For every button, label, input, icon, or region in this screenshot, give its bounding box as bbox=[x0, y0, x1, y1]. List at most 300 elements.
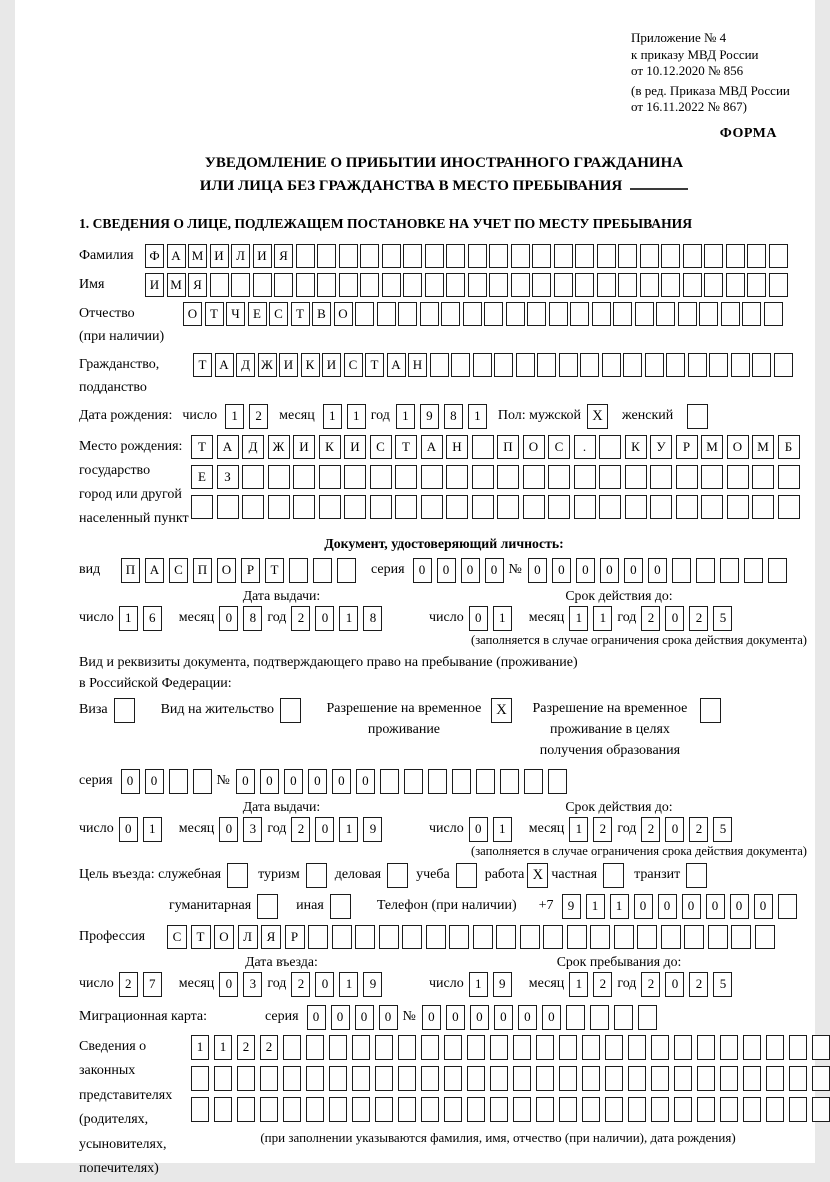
char-box[interactable] bbox=[548, 769, 567, 794]
char-box[interactable]: Ж bbox=[268, 435, 290, 459]
char-box[interactable] bbox=[678, 302, 697, 326]
char-box[interactable]: С bbox=[370, 435, 392, 459]
purpose-official-checkbox[interactable] bbox=[227, 863, 248, 888]
char-box[interactable]: 0 bbox=[356, 769, 375, 794]
char-box[interactable]: О bbox=[523, 435, 545, 459]
char-box[interactable] bbox=[428, 769, 447, 794]
char-box[interactable] bbox=[605, 1097, 623, 1122]
char-box[interactable] bbox=[377, 302, 396, 326]
temp-residence-edu-checkbox[interactable] bbox=[700, 698, 721, 723]
char-box[interactable] bbox=[635, 302, 654, 326]
char-box[interactable] bbox=[484, 302, 503, 326]
char-box[interactable] bbox=[720, 1035, 738, 1060]
char-box[interactable] bbox=[283, 1035, 301, 1060]
char-box[interactable] bbox=[468, 273, 487, 297]
char-box[interactable]: 0 bbox=[315, 972, 334, 997]
char-box[interactable] bbox=[674, 1035, 692, 1060]
char-box[interactable] bbox=[752, 353, 771, 377]
char-box[interactable] bbox=[684, 925, 704, 949]
char-box[interactable] bbox=[570, 302, 589, 326]
char-box[interactable]: Т bbox=[365, 353, 384, 377]
char-box[interactable] bbox=[451, 353, 470, 377]
char-box[interactable] bbox=[472, 465, 494, 489]
char-box[interactable] bbox=[640, 244, 659, 268]
purpose-tourism-checkbox[interactable] bbox=[306, 863, 327, 888]
char-box[interactable] bbox=[421, 1097, 439, 1122]
char-box[interactable] bbox=[193, 769, 212, 794]
char-box[interactable] bbox=[398, 1066, 416, 1091]
char-box[interactable]: 0 bbox=[665, 972, 684, 997]
char-box[interactable]: Р bbox=[241, 558, 260, 583]
char-box[interactable] bbox=[752, 495, 774, 519]
char-box[interactable] bbox=[742, 302, 761, 326]
char-box[interactable] bbox=[293, 495, 315, 519]
char-box[interactable] bbox=[473, 353, 492, 377]
char-box[interactable] bbox=[743, 1035, 761, 1060]
char-box[interactable] bbox=[559, 1035, 577, 1060]
char-box[interactable] bbox=[744, 558, 763, 583]
char-box[interactable] bbox=[497, 495, 519, 519]
char-box[interactable]: М bbox=[752, 435, 774, 459]
char-box[interactable] bbox=[339, 244, 358, 268]
purpose-humanitarian-checkbox[interactable] bbox=[257, 894, 278, 919]
char-box[interactable] bbox=[370, 465, 392, 489]
char-box[interactable]: 2 bbox=[689, 972, 708, 997]
char-box[interactable] bbox=[661, 244, 680, 268]
char-box[interactable] bbox=[296, 244, 315, 268]
char-box[interactable] bbox=[242, 495, 264, 519]
char-box[interactable]: 1 bbox=[469, 972, 488, 997]
char-box[interactable] bbox=[769, 273, 788, 297]
char-box[interactable] bbox=[580, 353, 599, 377]
char-box[interactable] bbox=[370, 495, 392, 519]
char-box[interactable] bbox=[764, 302, 783, 326]
char-box[interactable] bbox=[651, 1097, 669, 1122]
char-box[interactable]: 1 bbox=[339, 972, 358, 997]
char-box[interactable] bbox=[260, 1097, 278, 1122]
char-box[interactable] bbox=[650, 465, 672, 489]
char-box[interactable] bbox=[701, 465, 723, 489]
char-box[interactable] bbox=[683, 244, 702, 268]
char-box[interactable] bbox=[395, 465, 417, 489]
char-box[interactable] bbox=[628, 1066, 646, 1091]
char-box[interactable]: 0 bbox=[119, 817, 138, 842]
char-box[interactable]: Е bbox=[248, 302, 267, 326]
char-box[interactable]: 2 bbox=[119, 972, 138, 997]
char-box[interactable]: 2 bbox=[260, 1035, 278, 1060]
char-box[interactable] bbox=[548, 465, 570, 489]
char-box[interactable] bbox=[210, 273, 229, 297]
char-box[interactable] bbox=[446, 495, 468, 519]
char-box[interactable] bbox=[625, 465, 647, 489]
char-box[interactable] bbox=[726, 244, 745, 268]
char-box[interactable]: 1 bbox=[396, 404, 415, 429]
char-box[interactable] bbox=[319, 495, 341, 519]
char-box[interactable] bbox=[666, 353, 685, 377]
char-box[interactable] bbox=[554, 273, 573, 297]
char-box[interactable] bbox=[317, 273, 336, 297]
char-box[interactable]: 0 bbox=[332, 769, 351, 794]
char-box[interactable] bbox=[516, 353, 535, 377]
char-box[interactable] bbox=[513, 1097, 531, 1122]
char-box[interactable] bbox=[403, 244, 422, 268]
char-box[interactable] bbox=[360, 273, 379, 297]
char-box[interactable]: 0 bbox=[730, 894, 749, 919]
char-box[interactable] bbox=[628, 1097, 646, 1122]
char-box[interactable] bbox=[344, 465, 366, 489]
char-box[interactable] bbox=[425, 273, 444, 297]
char-box[interactable]: 0 bbox=[754, 894, 773, 919]
char-box[interactable]: 0 bbox=[469, 606, 488, 631]
purpose-study-checkbox[interactable] bbox=[456, 863, 477, 888]
char-box[interactable]: 1 bbox=[586, 894, 605, 919]
char-box[interactable] bbox=[743, 1097, 761, 1122]
char-box[interactable] bbox=[699, 302, 718, 326]
char-box[interactable] bbox=[520, 925, 540, 949]
char-box[interactable] bbox=[523, 495, 545, 519]
char-box[interactable] bbox=[268, 465, 290, 489]
char-box[interactable]: 0 bbox=[315, 817, 334, 842]
char-box[interactable]: 0 bbox=[552, 558, 571, 583]
char-box[interactable]: 0 bbox=[665, 817, 684, 842]
char-box[interactable] bbox=[449, 925, 469, 949]
char-box[interactable]: Н bbox=[446, 435, 468, 459]
char-box[interactable] bbox=[446, 273, 465, 297]
char-box[interactable] bbox=[696, 558, 715, 583]
char-box[interactable]: 8 bbox=[444, 404, 463, 429]
char-box[interactable]: Л bbox=[238, 925, 258, 949]
char-box[interactable]: Л bbox=[231, 244, 250, 268]
char-box[interactable] bbox=[812, 1066, 830, 1091]
char-box[interactable]: 1 bbox=[468, 404, 487, 429]
char-box[interactable] bbox=[337, 558, 356, 583]
char-box[interactable] bbox=[697, 1035, 715, 1060]
char-box[interactable] bbox=[524, 769, 543, 794]
char-box[interactable]: С bbox=[167, 925, 187, 949]
char-box[interactable] bbox=[575, 244, 594, 268]
char-box[interactable] bbox=[420, 302, 439, 326]
char-box[interactable]: Я bbox=[274, 244, 293, 268]
char-box[interactable] bbox=[778, 465, 800, 489]
char-box[interactable] bbox=[489, 244, 508, 268]
char-box[interactable] bbox=[446, 244, 465, 268]
char-box[interactable] bbox=[704, 273, 723, 297]
char-box[interactable] bbox=[375, 1066, 393, 1091]
char-box[interactable]: М bbox=[188, 244, 207, 268]
char-box[interactable]: К bbox=[625, 435, 647, 459]
char-box[interactable]: 0 bbox=[260, 769, 279, 794]
char-box[interactable] bbox=[766, 1035, 784, 1060]
char-box[interactable]: К bbox=[301, 353, 320, 377]
char-box[interactable] bbox=[375, 1097, 393, 1122]
char-box[interactable] bbox=[398, 302, 417, 326]
char-box[interactable] bbox=[625, 495, 647, 519]
char-box[interactable] bbox=[789, 1066, 807, 1091]
char-box[interactable] bbox=[548, 495, 570, 519]
char-box[interactable] bbox=[766, 1097, 784, 1122]
char-box[interactable]: Р bbox=[676, 435, 698, 459]
char-box[interactable] bbox=[656, 302, 675, 326]
char-box[interactable] bbox=[592, 302, 611, 326]
char-box[interactable] bbox=[661, 925, 681, 949]
char-box[interactable] bbox=[242, 465, 264, 489]
char-box[interactable]: И bbox=[293, 435, 315, 459]
char-box[interactable]: Т bbox=[265, 558, 284, 583]
char-box[interactable] bbox=[231, 273, 250, 297]
char-box[interactable] bbox=[527, 302, 546, 326]
char-box[interactable]: 0 bbox=[485, 558, 504, 583]
char-box[interactable]: 0 bbox=[331, 1005, 350, 1030]
char-box[interactable] bbox=[559, 1066, 577, 1091]
char-box[interactable]: 1 bbox=[143, 817, 162, 842]
char-box[interactable] bbox=[532, 273, 551, 297]
char-box[interactable] bbox=[614, 925, 634, 949]
char-box[interactable] bbox=[574, 465, 596, 489]
char-box[interactable] bbox=[536, 1097, 554, 1122]
char-box[interactable] bbox=[812, 1035, 830, 1060]
char-box[interactable]: О bbox=[727, 435, 749, 459]
char-box[interactable] bbox=[567, 925, 587, 949]
char-box[interactable] bbox=[352, 1035, 370, 1060]
char-box[interactable]: З bbox=[217, 465, 239, 489]
char-box[interactable] bbox=[467, 1066, 485, 1091]
char-box[interactable] bbox=[590, 925, 610, 949]
char-box[interactable]: 2 bbox=[689, 817, 708, 842]
char-box[interactable] bbox=[645, 353, 664, 377]
char-box[interactable] bbox=[536, 1066, 554, 1091]
char-box[interactable]: 1 bbox=[339, 606, 358, 631]
char-box[interactable]: 1 bbox=[569, 606, 588, 631]
char-box[interactable] bbox=[704, 244, 723, 268]
char-box[interactable]: 0 bbox=[219, 972, 238, 997]
char-box[interactable]: Д bbox=[242, 435, 264, 459]
char-box[interactable]: Д bbox=[236, 353, 255, 377]
char-box[interactable]: И bbox=[253, 244, 272, 268]
residence-permit-checkbox[interactable] bbox=[280, 698, 301, 723]
char-box[interactable] bbox=[329, 1097, 347, 1122]
char-box[interactable] bbox=[618, 244, 637, 268]
char-box[interactable] bbox=[497, 465, 519, 489]
char-box[interactable] bbox=[329, 1035, 347, 1060]
char-box[interactable]: 2 bbox=[641, 817, 660, 842]
char-box[interactable]: 0 bbox=[469, 817, 488, 842]
char-box[interactable] bbox=[566, 1005, 585, 1030]
char-box[interactable]: А bbox=[217, 435, 239, 459]
char-box[interactable]: П bbox=[121, 558, 140, 583]
char-box[interactable]: И bbox=[279, 353, 298, 377]
char-box[interactable]: П bbox=[497, 435, 519, 459]
char-box[interactable] bbox=[731, 353, 750, 377]
char-box[interactable] bbox=[398, 1097, 416, 1122]
char-box[interactable] bbox=[559, 1097, 577, 1122]
char-box[interactable] bbox=[605, 1066, 623, 1091]
char-box[interactable] bbox=[425, 244, 444, 268]
char-box[interactable] bbox=[446, 465, 468, 489]
char-box[interactable] bbox=[674, 1066, 692, 1091]
char-box[interactable] bbox=[727, 465, 749, 489]
char-box[interactable]: С bbox=[269, 302, 288, 326]
char-box[interactable]: И bbox=[210, 244, 229, 268]
char-box[interactable]: 9 bbox=[562, 894, 581, 919]
char-box[interactable]: 1 bbox=[610, 894, 629, 919]
char-box[interactable] bbox=[395, 495, 417, 519]
char-box[interactable]: А bbox=[421, 435, 443, 459]
char-box[interactable] bbox=[720, 558, 739, 583]
char-box[interactable] bbox=[319, 465, 341, 489]
char-box[interactable] bbox=[375, 1035, 393, 1060]
char-box[interactable] bbox=[452, 769, 471, 794]
char-box[interactable] bbox=[559, 353, 578, 377]
char-box[interactable] bbox=[532, 244, 551, 268]
char-box[interactable] bbox=[511, 273, 530, 297]
char-box[interactable]: А bbox=[145, 558, 164, 583]
char-box[interactable]: 1 bbox=[569, 972, 588, 997]
char-box[interactable] bbox=[441, 302, 460, 326]
char-box[interactable]: 8 bbox=[243, 606, 262, 631]
char-box[interactable]: 5 bbox=[713, 817, 732, 842]
char-box[interactable] bbox=[536, 1035, 554, 1060]
char-box[interactable]: 9 bbox=[420, 404, 439, 429]
char-box[interactable]: Ч bbox=[226, 302, 245, 326]
char-box[interactable] bbox=[472, 495, 494, 519]
char-box[interactable]: О bbox=[214, 925, 234, 949]
char-box[interactable]: Е bbox=[191, 465, 213, 489]
char-box[interactable]: 9 bbox=[363, 817, 382, 842]
char-box[interactable] bbox=[697, 1066, 715, 1091]
char-box[interactable] bbox=[355, 302, 374, 326]
char-box[interactable] bbox=[623, 353, 642, 377]
char-box[interactable] bbox=[421, 1066, 439, 1091]
char-box[interactable] bbox=[382, 273, 401, 297]
char-box[interactable] bbox=[726, 273, 745, 297]
char-box[interactable] bbox=[329, 1066, 347, 1091]
visa-checkbox[interactable] bbox=[114, 698, 135, 723]
char-box[interactable]: 0 bbox=[624, 558, 643, 583]
char-box[interactable]: 2 bbox=[593, 972, 612, 997]
char-box[interactable] bbox=[774, 353, 793, 377]
char-box[interactable] bbox=[778, 894, 797, 919]
char-box[interactable] bbox=[605, 1035, 623, 1060]
char-box[interactable]: 0 bbox=[315, 606, 334, 631]
char-box[interactable] bbox=[613, 302, 632, 326]
char-box[interactable] bbox=[283, 1097, 301, 1122]
char-box[interactable] bbox=[731, 925, 751, 949]
char-box[interactable]: А bbox=[387, 353, 406, 377]
char-box[interactable] bbox=[490, 1066, 508, 1091]
char-box[interactable] bbox=[404, 769, 423, 794]
char-box[interactable]: 2 bbox=[237, 1035, 255, 1060]
char-box[interactable] bbox=[473, 925, 493, 949]
char-box[interactable]: Ж bbox=[258, 353, 277, 377]
char-box[interactable]: Т bbox=[191, 925, 211, 949]
char-box[interactable]: Т bbox=[291, 302, 310, 326]
char-box[interactable] bbox=[379, 925, 399, 949]
char-box[interactable] bbox=[582, 1066, 600, 1091]
char-box[interactable] bbox=[403, 273, 422, 297]
char-box[interactable] bbox=[494, 353, 513, 377]
char-box[interactable]: 2 bbox=[689, 606, 708, 631]
char-box[interactable] bbox=[638, 1005, 657, 1030]
char-box[interactable]: О bbox=[217, 558, 236, 583]
char-box[interactable] bbox=[306, 1066, 324, 1091]
purpose-transit-checkbox[interactable] bbox=[686, 863, 707, 888]
char-box[interactable]: К bbox=[319, 435, 341, 459]
char-box[interactable] bbox=[727, 495, 749, 519]
char-box[interactable] bbox=[768, 558, 787, 583]
purpose-business-checkbox[interactable] bbox=[387, 863, 408, 888]
char-box[interactable] bbox=[755, 925, 775, 949]
char-box[interactable]: Ф bbox=[145, 244, 164, 268]
char-box[interactable] bbox=[701, 495, 723, 519]
char-box[interactable]: 0 bbox=[379, 1005, 398, 1030]
char-box[interactable] bbox=[683, 273, 702, 297]
char-box[interactable] bbox=[306, 1097, 324, 1122]
char-box[interactable] bbox=[602, 353, 621, 377]
char-box[interactable] bbox=[169, 769, 188, 794]
char-box[interactable]: О bbox=[334, 302, 353, 326]
sex-male-checkbox[interactable]: X bbox=[587, 404, 608, 429]
char-box[interactable] bbox=[308, 925, 328, 949]
char-box[interactable] bbox=[260, 1066, 278, 1091]
char-box[interactable] bbox=[628, 1035, 646, 1060]
char-box[interactable] bbox=[306, 1035, 324, 1060]
char-box[interactable]: 0 bbox=[446, 1005, 465, 1030]
char-box[interactable]: А bbox=[167, 244, 186, 268]
char-box[interactable]: 0 bbox=[121, 769, 140, 794]
char-box[interactable] bbox=[582, 1035, 600, 1060]
char-box[interactable] bbox=[513, 1035, 531, 1060]
char-box[interactable]: 2 bbox=[593, 817, 612, 842]
char-box[interactable]: 0 bbox=[576, 558, 595, 583]
char-box[interactable] bbox=[444, 1035, 462, 1060]
char-box[interactable] bbox=[430, 353, 449, 377]
char-box[interactable] bbox=[476, 769, 495, 794]
char-box[interactable] bbox=[467, 1035, 485, 1060]
char-box[interactable]: Т bbox=[193, 353, 212, 377]
char-box[interactable]: 8 bbox=[363, 606, 382, 631]
char-box[interactable] bbox=[537, 353, 556, 377]
char-box[interactable] bbox=[599, 465, 621, 489]
char-box[interactable]: 7 bbox=[143, 972, 162, 997]
char-box[interactable]: 0 bbox=[648, 558, 667, 583]
char-box[interactable]: 9 bbox=[493, 972, 512, 997]
char-box[interactable] bbox=[676, 465, 698, 489]
char-box[interactable]: И bbox=[344, 435, 366, 459]
char-box[interactable] bbox=[574, 495, 596, 519]
char-box[interactable] bbox=[382, 244, 401, 268]
char-box[interactable] bbox=[214, 1066, 232, 1091]
char-box[interactable] bbox=[812, 1097, 830, 1122]
char-box[interactable]: М bbox=[167, 273, 186, 297]
char-box[interactable] bbox=[766, 1066, 784, 1091]
char-box[interactable]: 3 bbox=[243, 972, 262, 997]
char-box[interactable]: П bbox=[193, 558, 212, 583]
char-box[interactable]: 1 bbox=[493, 817, 512, 842]
char-box[interactable]: 0 bbox=[219, 817, 238, 842]
char-box[interactable]: Т bbox=[395, 435, 417, 459]
char-box[interactable]: 2 bbox=[291, 972, 310, 997]
char-box[interactable] bbox=[352, 1097, 370, 1122]
char-box[interactable] bbox=[543, 925, 563, 949]
char-box[interactable]: 0 bbox=[236, 769, 255, 794]
char-box[interactable] bbox=[317, 244, 336, 268]
char-box[interactable] bbox=[296, 273, 315, 297]
char-box[interactable]: Я bbox=[261, 925, 281, 949]
char-box[interactable]: 0 bbox=[219, 606, 238, 631]
char-box[interactable]: 0 bbox=[461, 558, 480, 583]
char-box[interactable] bbox=[575, 273, 594, 297]
char-box[interactable] bbox=[421, 495, 443, 519]
